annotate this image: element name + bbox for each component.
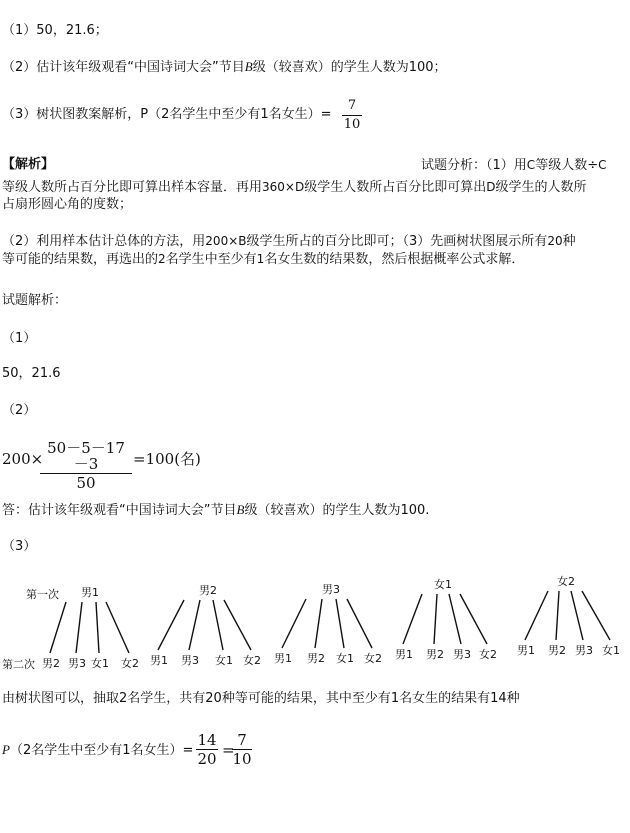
tree-leaf-node: 男3 [68, 657, 86, 670]
tree-branch [403, 594, 422, 644]
tree-branch [434, 594, 437, 644]
analysis-p1-c2: C [598, 158, 607, 172]
tree-second-label: 第二次 [2, 658, 35, 671]
analysis-p2-f: 种 [562, 234, 576, 249]
tree-branch [96, 602, 99, 653]
tree-branch [224, 600, 251, 650]
tree-leaf-node: 男3 [181, 654, 199, 667]
answer-2-prefix: （2）估计该年级观看“中国诗词大会”节目 [2, 60, 245, 75]
probability-fraction-2-denominator: 10 [232, 750, 252, 768]
tree-leaf-node: 女1 [602, 644, 620, 657]
tree-root-node: 男3 [322, 583, 340, 596]
tree-leaf-node: 男3 [575, 644, 593, 657]
solution-label: 试题解析： [2, 293, 68, 308]
tree-root-node: 男2 [199, 584, 217, 597]
tree-leaf-node: 女2 [364, 652, 382, 665]
analysis-line2-360: 360×D [262, 180, 305, 194]
analysis-p1-a: （1）用 [486, 158, 527, 173]
tree-leaf-node: 男2 [426, 648, 444, 661]
solution-answer-prefix: 答：估计该年级观看“中国诗词大会”节目 [2, 503, 237, 518]
answer-1: （1）50，21.6； [2, 23, 108, 38]
analysis-p2-b: 利用样本估计总体的方法，用 [36, 234, 206, 249]
analysis-line5-b: 名学生中至少有 [165, 252, 257, 267]
tree-leaf-node: 男3 [453, 648, 471, 661]
probability-expression [2, 742, 193, 759]
analysis-line-2 [2, 179, 587, 196]
analysis-p2-200: 200×B [205, 234, 247, 248]
probability-fraction-1-numerator: 14 [197, 731, 217, 749]
probability-symbol: P [2, 742, 10, 757]
analysis-line2-c: 级学生的人数所 [495, 180, 587, 195]
solution-answer-suffix: 级（较喜欢）的学生人数为100. [244, 503, 430, 518]
tree-branch [76, 602, 82, 653]
analysis-line-5 [2, 251, 524, 268]
tree-leaf-node: 女2 [121, 657, 139, 670]
analysis-p2-c: 级学生所占的百分比即可； [246, 234, 403, 249]
answer-3-fraction [342, 98, 362, 133]
tree-root-node: 女2 [557, 575, 575, 588]
probability-fraction-1-denominator: 20 [197, 750, 217, 768]
analysis-line5-1: 1 [256, 252, 265, 266]
tree-branch [556, 591, 559, 640]
tree-branch [347, 599, 372, 648]
tree-branch [50, 602, 66, 653]
tree-leaf-node: 女1 [91, 657, 109, 670]
solution-part-1-answer: 50，21.6 [2, 366, 61, 381]
analysis-line2-b: 级学生人数所占百分比即可算出 [304, 180, 487, 195]
tree-branch [158, 600, 184, 650]
tree-leaf-node: 男2 [548, 644, 566, 657]
analysis-line-4 [2, 233, 576, 250]
answer-2-grade: B [244, 59, 253, 74]
analysis-p1-c: C [526, 158, 536, 172]
tree-leaf-node: 女1 [336, 652, 354, 665]
equation-fraction [40, 440, 132, 491]
analysis-intro: 试题分析： [421, 158, 487, 173]
analysis-p1-b: 等级人数÷ [535, 158, 599, 173]
tree-leaf-node: 男1 [517, 644, 535, 657]
analysis-p2-20: 20 [547, 234, 563, 248]
analysis-p2-e: 先画树状图展示所有 [430, 234, 548, 249]
analysis-line5-a: 等可能的结果数，再选出的 [2, 252, 159, 267]
tree-branch [336, 599, 344, 648]
tree-branch [189, 600, 200, 650]
solution-part-2: （2） [2, 403, 37, 418]
answer-2 [2, 59, 447, 76]
tree-leaf-node: 女2 [479, 648, 497, 661]
tree-root-node: 男1 [81, 586, 99, 599]
tree-leaf-node: 男2 [307, 652, 325, 665]
analysis-heading: 【解析】 [2, 157, 55, 172]
tree-leaf-node: 男2 [42, 657, 60, 670]
conclusion-text: 由树状图可以，抽取2名学生，共有20种等可能的结果，其中至少有1名女生的结果有14种 [2, 691, 520, 706]
tree-leaf-node: 女2 [243, 654, 261, 667]
tree-branch [315, 599, 322, 648]
tree-root-node: 女1 [434, 578, 452, 591]
solution-answer-grade: B [236, 502, 245, 517]
solution-part-3: （3） [2, 539, 37, 554]
tree-branch [460, 594, 487, 644]
answer-3-numerator: 7 [347, 98, 357, 113]
answer-2-suffix: 级（较喜欢）的学生人数为100； [252, 60, 447, 75]
tree-branch [213, 600, 223, 650]
analysis-line5-c: 名女生数的结果数，然后根据概率公式求解． [264, 252, 525, 267]
analysis-p2-d: （3） [402, 234, 431, 249]
tree-branch [525, 591, 548, 640]
probability-equals: = [222, 741, 235, 759]
solution-part-1: （1） [2, 331, 37, 346]
equation-numerator: 50－5－17－3 [47, 439, 125, 473]
tree-leaf-node: 男1 [395, 648, 413, 661]
tree-branch [571, 591, 583, 640]
tree-branch [282, 599, 306, 648]
analysis-line-1 [421, 157, 606, 174]
analysis-line2-a: 等级人数所占百分比即可算出样本容量．再用 [2, 180, 263, 195]
analysis-line5-2: 2 [158, 252, 166, 266]
analysis-line-3: 占扇形圆心角的度数； [2, 197, 133, 212]
equation-denominator: 50 [76, 474, 96, 492]
tree-leaf-node: 男1 [274, 652, 292, 665]
solution-answer [2, 502, 429, 519]
answer-3: （3）树状图教案解析，P（2名学生中至少有1名女生）= [2, 107, 332, 122]
tree-groups [42, 574, 620, 670]
tree-branch [582, 591, 610, 640]
tree-branch [106, 602, 129, 653]
tree-leaf-node: 男1 [150, 654, 168, 667]
probability-event: （2名学生中至少有1名女生）= [9, 743, 194, 758]
probability-fraction-1 [196, 732, 218, 767]
tree-first-label: 第一次 [26, 588, 59, 601]
probability-fraction-2 [232, 732, 252, 767]
tree-branch [449, 594, 461, 644]
equation-prefix: 200× [2, 450, 44, 468]
analysis-p2-a: （2） [2, 234, 37, 249]
analysis-line2-d: D [486, 180, 496, 194]
probability-fraction-2-numerator: 7 [237, 731, 247, 749]
equation-result: =100(名) [133, 450, 201, 468]
tree-leaf-node: 女1 [215, 654, 233, 667]
tree-diagram [0, 570, 630, 680]
answer-3-denominator: 10 [343, 117, 361, 132]
